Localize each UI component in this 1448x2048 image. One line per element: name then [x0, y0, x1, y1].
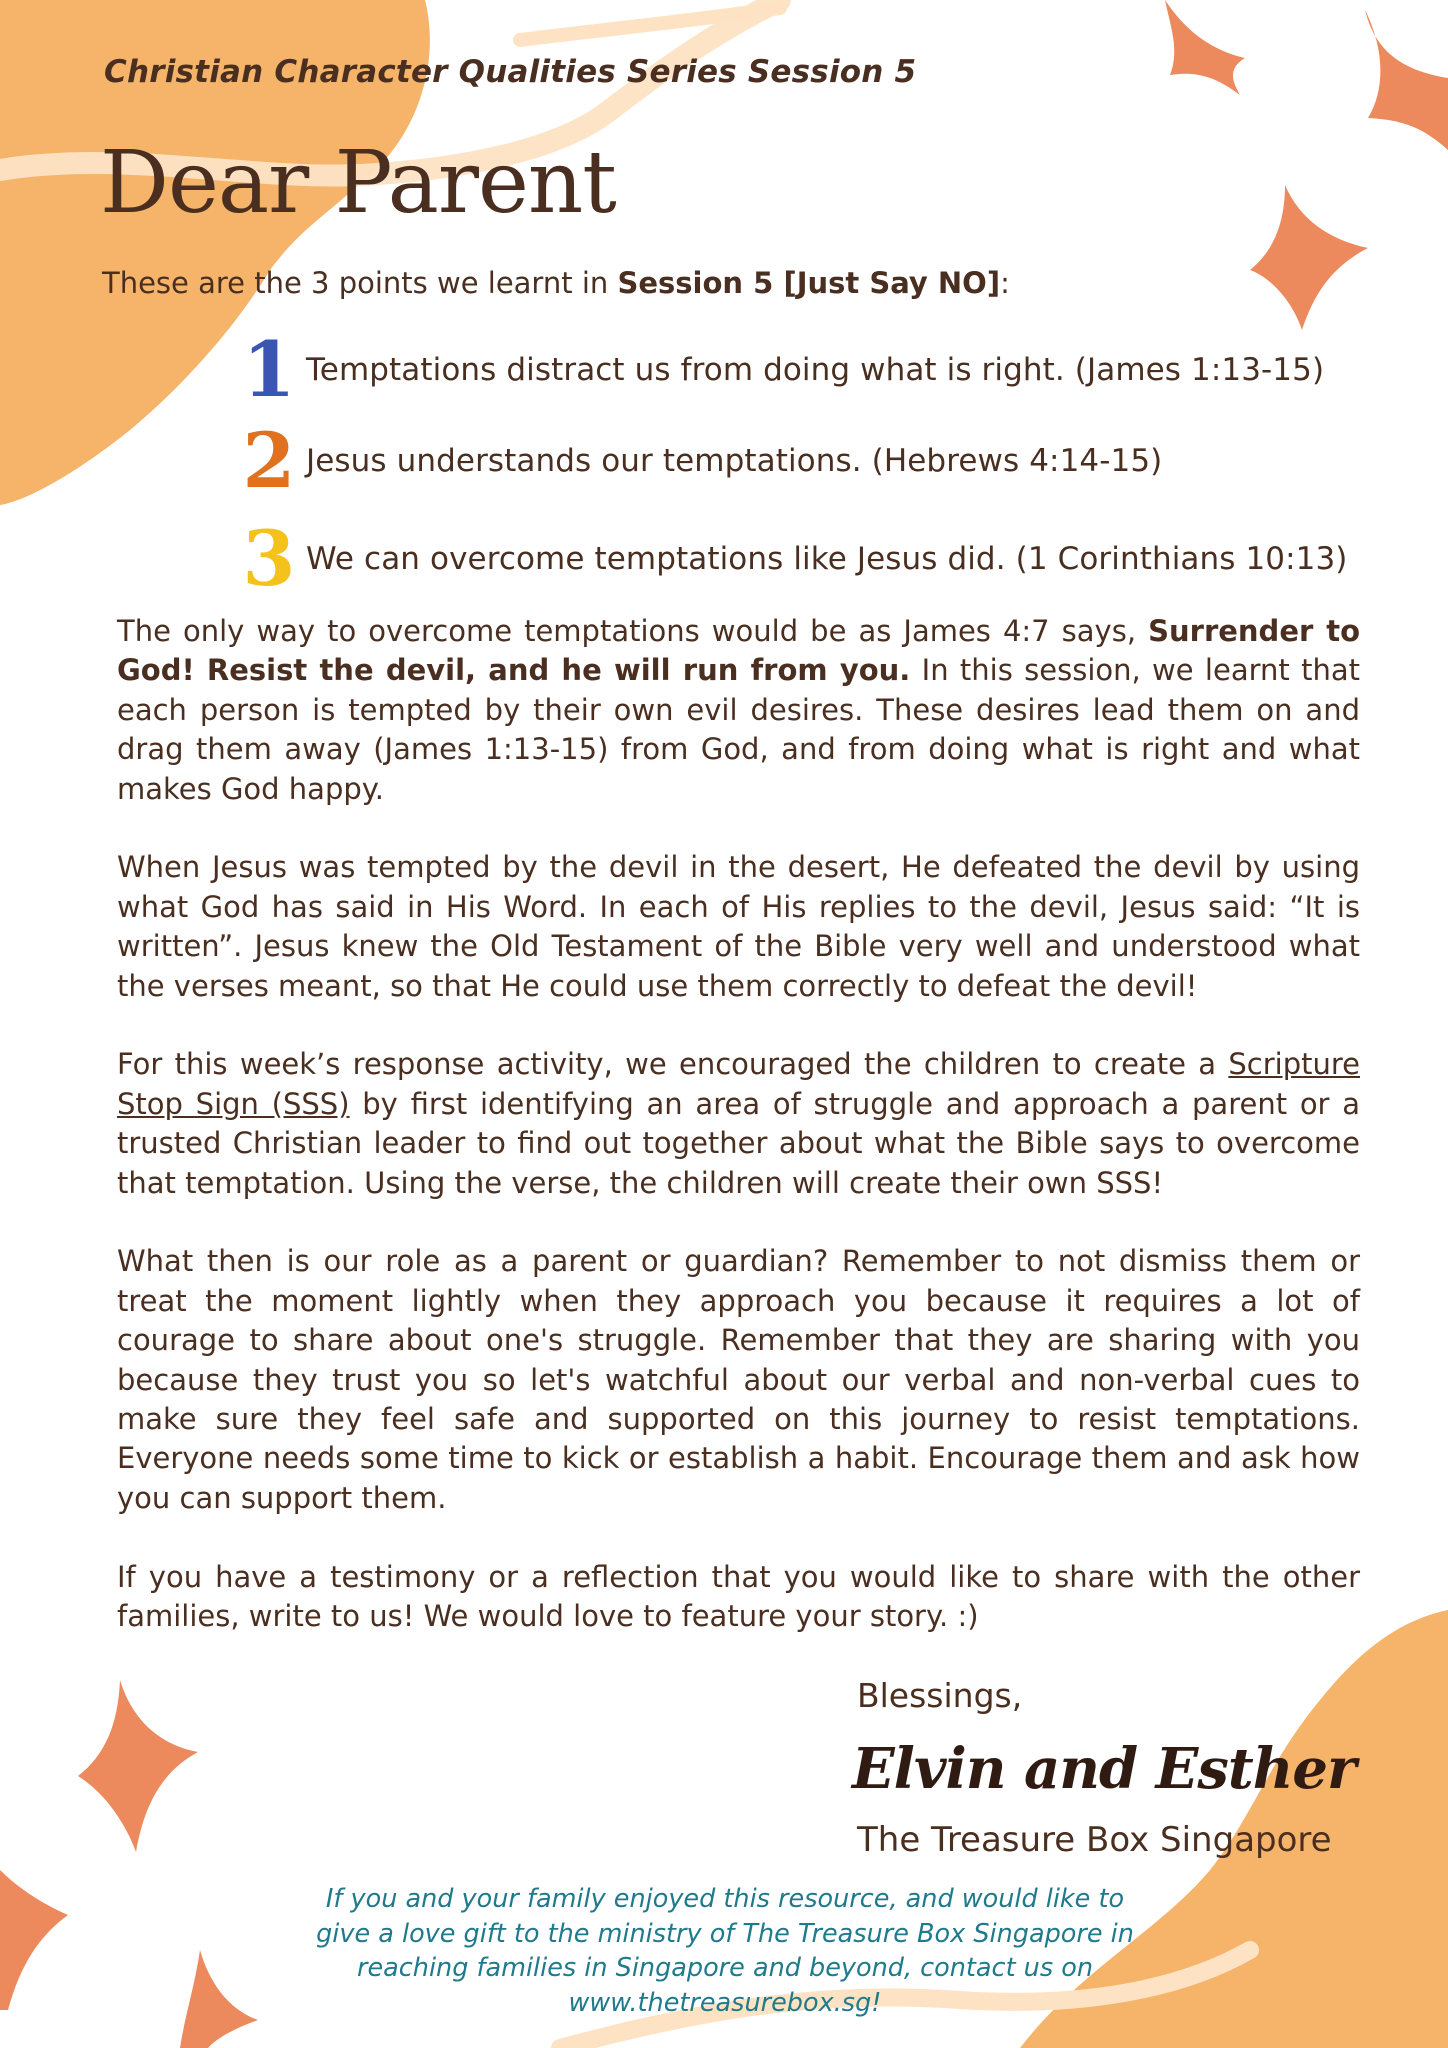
- closing-blessings: Blessings,: [857, 1676, 1023, 1715]
- signature: Elvin and Esther: [852, 1736, 1356, 1802]
- intro-text: These are the 3 points we learnt in: [102, 266, 618, 300]
- footer-website-link[interactable]: www.thetreasurebox.sg!: [568, 1987, 882, 2018]
- p1-text-a: The only way to overcome temptations would be as James 4:7 says,: [117, 614, 1149, 648]
- coral-star-bottom-left: [78, 1680, 198, 1852]
- letter-body: [117, 612, 1360, 1676]
- intro-colon: :: [1000, 266, 1010, 300]
- scripture-stop-sign-link[interactable]: Scripture Stop Sign (SSS): [117, 1047, 1360, 1121]
- intro-line: [102, 266, 1102, 300]
- paragraph-3: [117, 1045, 1360, 1203]
- point-text: Temptations distract us from doing what is right. (James 1:13-15): [306, 352, 1325, 388]
- session-name: Session 5 [Just Say NO]: [617, 266, 1001, 300]
- coral-star-top-1: [1165, 0, 1245, 95]
- p3-text-b: by first identifying an area of struggle and approach a parent or a trusted Christian leader to find out together about what the Bible says to overcome that temptation. Using the verse, the children will create their own SSS!: [117, 1086, 1360, 1200]
- point-item: [232, 325, 1325, 414]
- organization-name: The Treasure Box Singapore: [857, 1820, 1332, 1860]
- series-title: Christian Character Qualities Series Session 5: [104, 54, 917, 90]
- point-number: 2: [242, 416, 296, 505]
- coral-star-right: [1250, 185, 1368, 330]
- coral-star-bottom-left-2: [0, 1870, 68, 2010]
- point-number: 1: [242, 325, 296, 414]
- point-number: 3: [242, 514, 296, 603]
- paragraph-5: If you have a testimony or a reflection that you would like to share with the other families, write to us! We would love to feature your story. :): [117, 1559, 1360, 1634]
- point-text: Jesus understands our temptations. (Hebrews 4:14-15): [306, 443, 1163, 479]
- coral-star-top-2: [1365, 10, 1448, 150]
- p1-bold-verse: Surrender to God! Resist the devil, and he will run from you.: [117, 614, 1360, 688]
- p3-text-a: For this week’s response activity, we encouraged the children to create a: [117, 1047, 1229, 1082]
- point-item: [232, 514, 1348, 603]
- point-item: [232, 416, 1163, 505]
- page-title: Dear Parent: [100, 133, 616, 233]
- p1-text-b: In this session, we learnt that each person is tempted by their own evil desires. These desires lead them on and drag them away (James 1:13-15) from God, and from doing what is right and what makes God happy.: [117, 653, 1360, 806]
- footer-note: [300, 1882, 1150, 2020]
- footer-line: reaching families in Singapore and beyond, contact us on: [356, 1953, 1093, 1983]
- coral-star-bottom-left-3: [180, 1950, 258, 2048]
- point-text: We can overcome temptations like Jesus did. (1 Corinthians 10:13): [306, 541, 1348, 577]
- footer-line: If you and your family enjoyed this resource, and would like to: [325, 1884, 1125, 1914]
- paragraph-4: What then is our role as a parent or guardian? Remember to not dismiss them or treat the moment lightly when they approach you because it requires a lot of courage to share about one's struggle. Remember that they are sharing with you because they trust you so let's watchful about our verbal and non-verbal cues to make sure they feel safe and supported on this journey to resist temptations. Everyone needs some time to kick or establish a habit. Encourage them and ask how you can support them.: [117, 1244, 1360, 1515]
- paragraph-1: [117, 612, 1360, 809]
- paragraph-2: When Jesus was tempted by the devil in the desert, He defeated the devil by using what God has said in His Word. In each of His replies to the devil, Jesus said: “It is written”. Jesus knew the Old Testament of the Bible very well and understood what the verses meant, so that He could use them correctly to defeat the devil!: [117, 850, 1360, 1003]
- footer-line: give a love gift to the ministry of The Treasure Box Singapore in: [316, 1918, 1134, 1949]
